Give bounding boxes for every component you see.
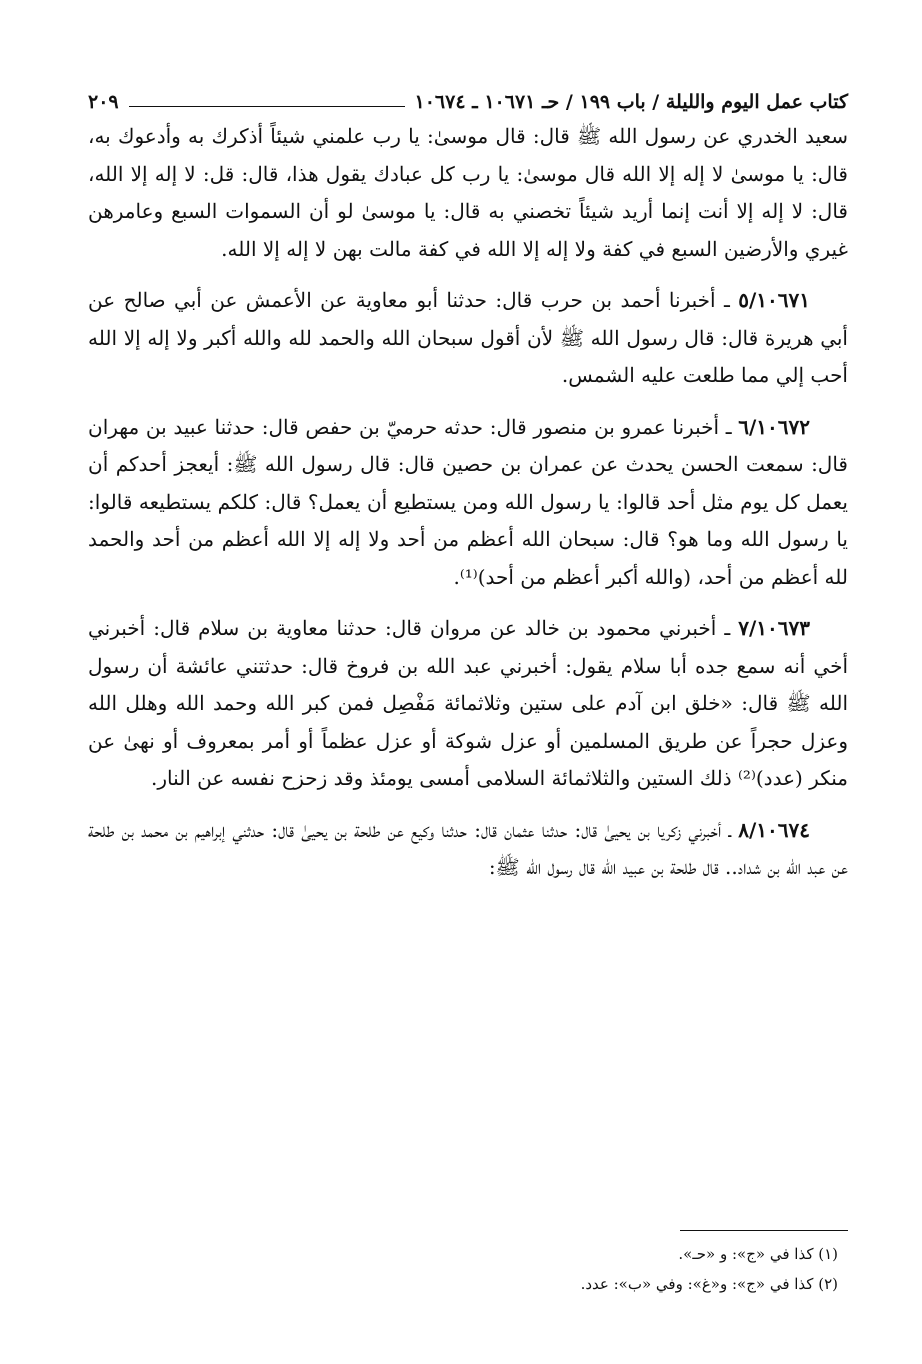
hadith-10674 [88,812,848,887]
hadith-10671 [88,282,848,395]
hadith-text: ـ أخبرني زكريا بن يحيىٰ قال: حدثنا عثمان قال: حدثنا وكيع عن طلحة بن يحيىٰ قال: حدثني إبراهيم بن محمد بن طلحة عن عبد الله بن شداد.. قال طلحة بن عبيد الله قال رسول الله ﷺ: [88,817,848,879]
header-title: كتاب عمل اليوم والليلة / باب ١٩٩ / حـ ١٠٦٧١ ـ ١٠٦٧٤ [414,91,848,113]
book-page [88,72,848,1344]
hadith-text: ـ أخبرني محمود بن خالد عن مروان قال: حدثنا معاوية بن سلام قال: أخبرني أخي أنه سمع جده أبا سلام يقول: أخبرني عبد الله بن فروخ قال: حدثتني عائشة أن رسول الله ﷺ قال: «خلق ابن آدم على ستين وثلاثمائة مَفْصِل فمن كبر الله وحمد الله وهلل الله وعزل حجراً عن طريق المسلمين أو عزل شوكة أو عزل عظماً أو أمر بمعروف أو نهىٰ عن منكر (عدد)⁽²⁾ ذلك الستين والثلاثمائة السلامى أمسى يومئذ وقد زحزح نفسه عن النار. [88,616,848,790]
page-number: ٢٠٩ [88,91,119,113]
paragraph-text: سعيد الخدري عن رسول الله ﷺ قال: قال موسىٰ: يا رب علمني شيئاً أذكرك به وأدعوك به، قال: يا موسىٰ لا إله إلا الله قال موسىٰ: يا رب كل عبادك يقول هذا، قال: قل: لا إله إلا الله، قال: لا إله إلا أنت إنما أريد شيئاً تخصني به قال: يا موسىٰ لو أن السموات السبع وعامرهن غيري والأرضين السبع في كفة ولا إله إلا الله في كفة مالت بهن لا إله إلا الله. [88,124,848,261]
header-rule [129,106,405,107]
paragraph-continuation [88,118,848,268]
hadith-number: ٧/١٠٦٧٣ [738,616,810,640]
hadith-10673 [88,610,848,798]
hadith-number: ٨/١٠٦٧٤ [738,817,810,842]
hadith-10672 [88,409,848,597]
footnote-1: (١) كذا في «ج»: و «حـ». [678,1245,838,1263]
footnote-2: (٢) كذا في «ج»: و«غ»: وفي «ب»: عدد. [580,1275,838,1293]
hadith-number: ٦/١٠٦٧٢ [738,414,810,439]
running-header [88,72,848,112]
hadith-text: ـ أخبرنا عمرو بن منصور قال: حدثه حرميّ بن حفص قال: حدثنا عبيد بن مهران قال: سمعت الحسن يحدث عن عمران بن حصين قال: قال رسول الله ﷺ: أيعجز أحدكم أن يعمل كل يوم مثل أحد قالوا: يا رسول الله ومن يستطيع أن يعمل؟ قال: كلكم يستطيعه قالوا: يا رسول الله وما هو؟ قال: سبحان الله أعظم من أحد ولا إله إلا الله أعظم من أحد والحمد لله أعظم من أحد، (والله أكبر أعظم من أحد)⁽¹⁾. [88,414,848,589]
hadith-number: ٥/١٠٦٧١ [738,288,810,312]
hadith-text: ـ أخبرنا أحمد بن حرب قال: حدثنا أبو معاوية عن الأعمش عن أبي صالح عن أبي هريرة قال: قال رسول الله ﷺ لأن أقول سبحان الله والحمد لله والله أكبر ولا إله إلا الله أحب إلي مما طلعت عليه الشمس. [88,288,848,387]
body-text [88,118,848,887]
footnote-rule [680,1230,848,1231]
footnotes [88,1230,848,1299]
